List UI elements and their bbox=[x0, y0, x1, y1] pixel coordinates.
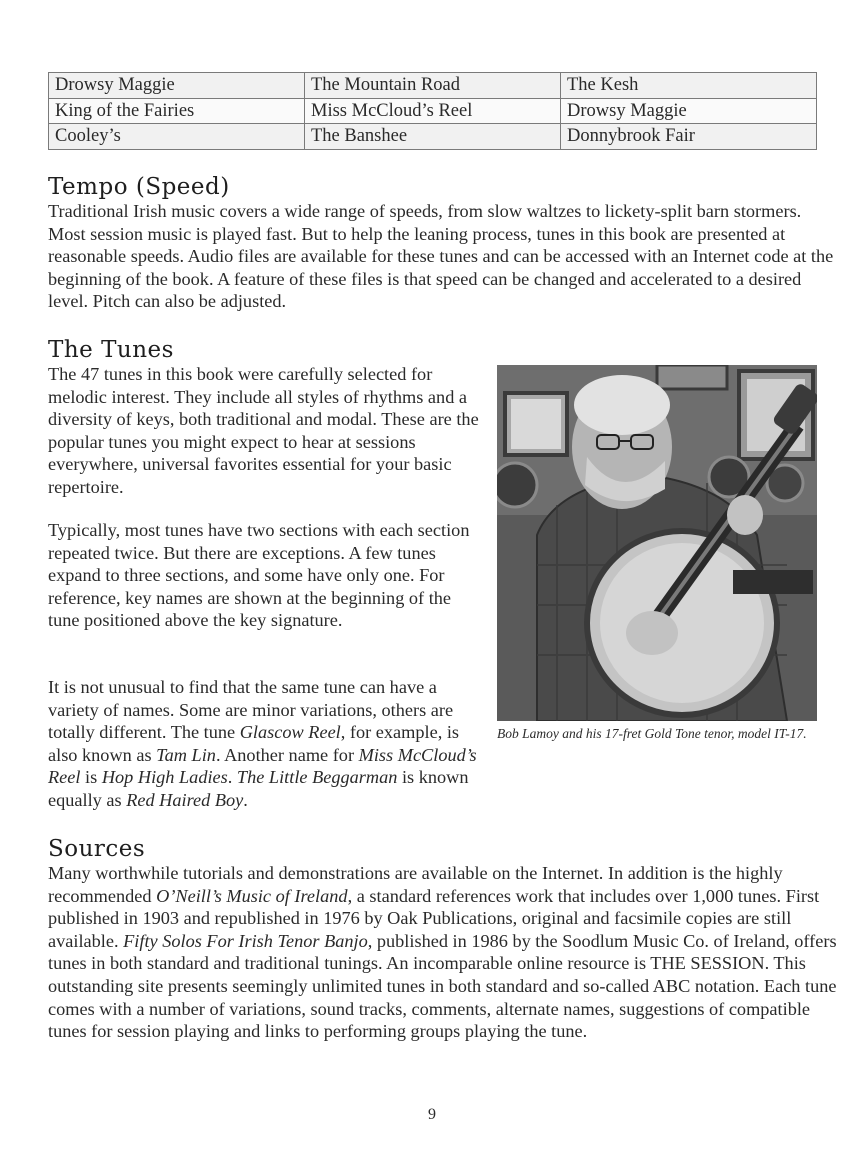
tunes-paragraph-3: It is not unusual to find that the same tune can have a variety of names. Some are minor variations, others are totally different. The tune Glascow Reel, for example, is also known as Tam Lin. Another name for Miss McCloud’s Reel is Hop High Ladies. The Little Beggarman is known equally as Red Haired Boy. bbox=[48, 677, 477, 810]
table-row bbox=[49, 124, 817, 150]
table-cell: Miss McCloud’s Reel bbox=[305, 98, 561, 124]
table-cell: Cooley’s bbox=[49, 124, 305, 150]
table-row bbox=[49, 73, 817, 99]
table-cell: The Kesh bbox=[561, 73, 817, 99]
tempo-heading: Tempo (Speed) bbox=[48, 174, 230, 200]
tunes-paragraph-1: The 47 tunes in this book were carefully selected for melodic interest. They include all styles of rhythms and a diversity of keys, both traditional and modal. These are the popular tunes you might expect to hear at sessions everywhere, universal favorites essential for your basic repertoire. bbox=[48, 364, 479, 497]
tunes-heading: The Tunes bbox=[48, 337, 174, 363]
photo-caption: Bob Lamoy and his 17-fret Gold Tone tenor, model IT-17. bbox=[497, 726, 807, 741]
tunes-paragraph-2: Typically, most tunes have two sections with each section repeated twice. But there are exceptions. A few tunes expand to three sections, and some have only one. For reference, key names are shown at the beginning of the tune positioned above the key signature. bbox=[48, 520, 470, 631]
table-cell: Drowsy Maggie bbox=[561, 98, 817, 124]
table-cell: The Mountain Road bbox=[305, 73, 561, 99]
table-cell: King of the Fairies bbox=[49, 98, 305, 124]
tempo-paragraph: Traditional Irish music covers a wide range of speeds, from slow waltzes to lickety-split barn stormers. Most session music is played fast. But to help the leaning process, tunes in this book are presented at reasonable speeds. Audio files are available for these tunes and can be accessed with an Internet code at the beginning of the book. A feature of these files is that speed can be changed and accelerated to a desired level. Pitch can also be adjusted. bbox=[48, 201, 834, 312]
page-number: 9 bbox=[428, 1106, 436, 1123]
sources-paragraph: Many worthwhile tutorials and demonstrations are available on the Internet. In addition is the highly recommended O’Neill’s Music of Ireland, a standard references work that includes over 1,000 tunes. First published in 1903 and republished in 1976 by Oak Publications, original and facsimile copies are still available. Fifty Solos For Irish Tenor Banjo, published in 1986 by the Soodlum Music Co. of Ireland, offers tunes in both standard and traditional tunings. An incomparable online resource is THE SESSION. This outstanding site presents seemingly unlimited tunes in both standard and so-called ABC notation. Each tune comes with a number of variations, sound tracks, comments, alternate names, suggestions of compatible tunes for session playing and links to performing groups playing the tune. bbox=[48, 863, 837, 1042]
table-cell: The Banshee bbox=[305, 124, 561, 150]
table-cell: Donnybrook Fair bbox=[561, 124, 817, 150]
banjo-player-photo bbox=[497, 365, 817, 721]
table-row bbox=[49, 98, 817, 124]
tunes-table bbox=[48, 72, 817, 150]
sources-heading: Sources bbox=[48, 836, 146, 862]
table-cell: Drowsy Maggie bbox=[49, 73, 305, 99]
